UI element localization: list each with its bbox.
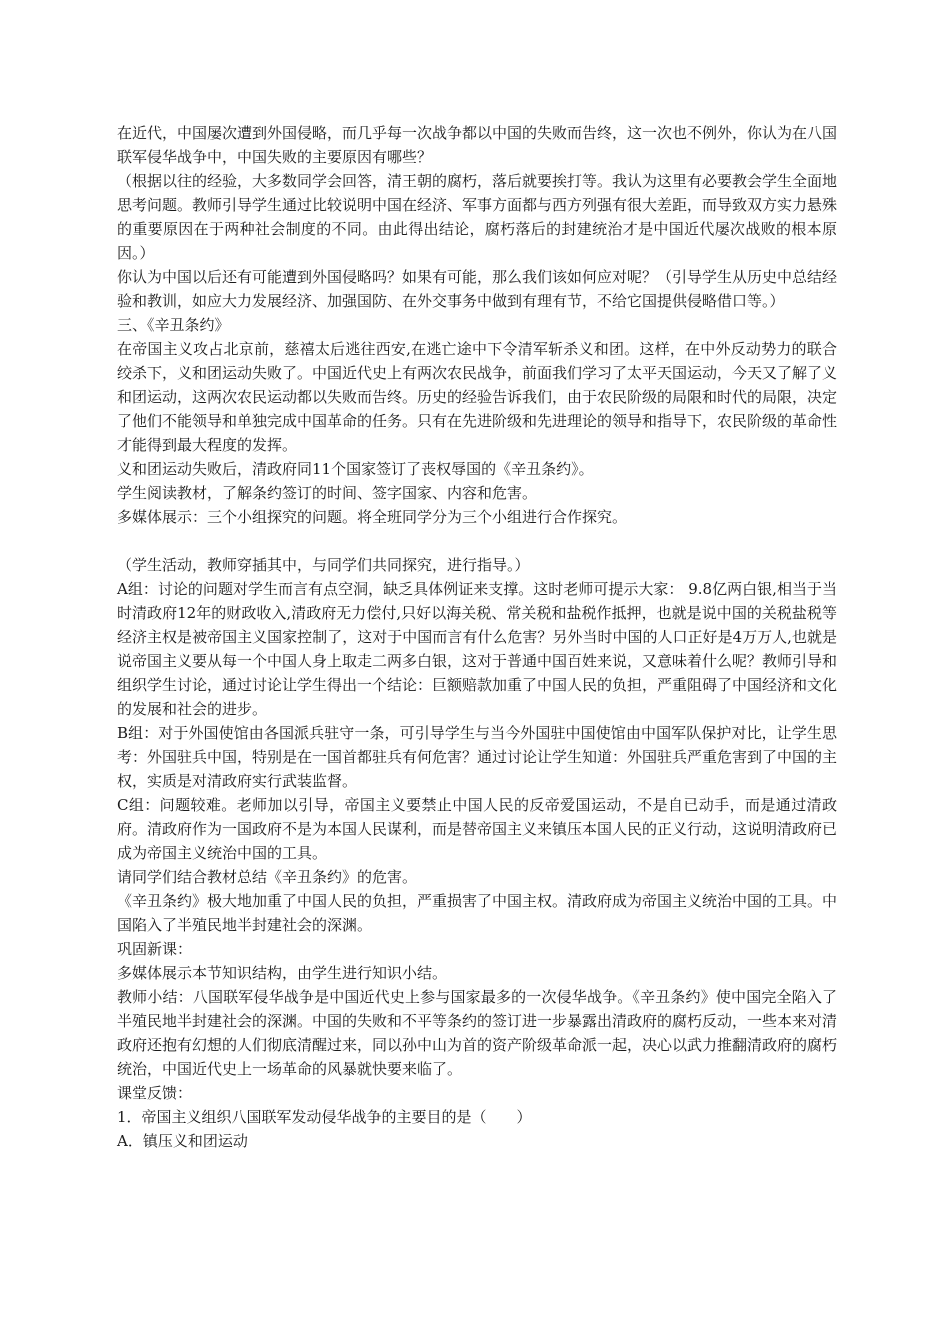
blank-line xyxy=(117,529,837,553)
paragraph-teacher-summary: 教师小结：八国联军侵华战争是中国近代史上参与国家最多的一次侵华战争。《辛丑条约》使中国完全陷入了半殖民地半封建社会的深渊。中国的失败和不平等条约的签订进一步暴露出清政府的腐朽反动，一些本来对清政府还抱有幻想的人们彻底清醒过来，同以孙中山为首的资产阶级革命派一起，决心以武力推翻清政府的腐朽统治，中国近代史上一场革命的风暴就快要来临了。 xyxy=(117,988,838,1078)
paragraph-treaty-harm: 《辛丑条约》极大地加重了中国人民的负担，严重损害了中国主权。清政府成为帝国主义统治中国的工具。中国陷入了半殖民地半封建社会的深渊。 xyxy=(117,892,838,934)
paragraph-knowledge-structure: 多媒体展示本节知识结构，由学生进行知识小结。 xyxy=(117,964,448,982)
paragraph-treaty-signed: 义和团运动失败后，清政府同11个国家签订了丧权辱国的《辛丑条约》。 xyxy=(117,460,594,478)
paragraph-teacher-guidance: （根据以往的经验，大多数同学会回答，清王朝的腐朽，落后就要挨打等。我认为这里有必要教会学生全面地思考问题。教师引导学生通过比较说明中国在经济、军事方面都与西方列强有很大差距，而导致双方实力悬殊的重要原因在于两种社会制度的不同。由此得出结论，腐朽落后的封建统治才是中国近代屡次战败的根本原因。） xyxy=(117,172,838,262)
paragraph-summarize-harm: 请同学们结合教材总结《辛丑条约》的危害。 xyxy=(117,868,418,886)
paragraph-group-b: B组：对于外国使馆由各国派兵驻守一条，可引导学生与当今外国驻中国使馆由中国军队保护对比，让学生思考：外国驻兵中国，特别是在一国首都驻兵有何危害？通过讨论让学生知道：外国驻兵严重危害到了中国的主权，实质是对清政府实行武装监督。 xyxy=(117,724,838,790)
paragraph-multimedia-groups: 多媒体展示：三个小组探究的问题。将全班同学分为三个小组进行合作探究。 xyxy=(117,508,628,526)
paragraph-group-c: C组：问题较难。老师加以引导，帝国主义要禁止中国人民的反帝爱国运动，不是自已动手，而是通过清政府。清政府作为一国政府不是为本国人民谋利，而是替帝国主义来镇压本国人民的正义行动，这说明清政府已成为帝国主义统治中国的工具。 xyxy=(117,796,838,862)
paragraph-group-a: A组：讨论的问题对学生而言有点空洞，缺乏具体例证来支撑。这时老师可提示大家： 9.8亿两白银,相当于当时清政府12年的财政收入,清政府无力偿付,只好以海关税、常关税和盐税作抵押，也就是说中国的关税盐税等经济主权是被帝国主义国家控制了，这对于中国而言有什么危害？另外当时中国的人口正好是4万万人,也就是说帝国主义要从每一个中国人身上取走二两多白银，这对于普通中国百姓来说，又意味着什么呢？教师引导和组织学生讨论，通过讨论让学生得出一个结论：巨额赔款加重了中国人民的负担，严重阻碍了中国经济和文化的发展和社会的进步。 xyxy=(117,580,838,718)
section-heading-xinchou-treaty: 三、《辛丑条约》 xyxy=(117,316,230,334)
question-1-option-a: A．镇压义和团运动 xyxy=(117,1132,248,1150)
paragraph-question-future: 你认为中国以后还有可能遭到外国侵略吗？如果有可能，那么我们该如何应对呢？（引导学生从历史中总结经验和教训，如应大力发展经济、加强国防、在外交事务中做到有理有节，不给它国提供侵略借口等。） xyxy=(117,268,838,310)
paragraph-student-reading: 学生阅读教材，了解条约签订的时间、签字国家、内容和危害。 xyxy=(117,484,538,502)
paragraph-question-defeat-reasons: 在近代，中国屡次遭到外国侵略，而几乎每一次战争都以中国的失败而告终，这一次也不例外，你认为在八国联军侵华战争中，中国失败的主要原因有哪些？ xyxy=(117,124,838,166)
question-1: 1．帝国主义组织八国联军发动侵华战争的主要目的是（ ） xyxy=(117,1108,532,1126)
paragraph-boxer-defeat: 在帝国主义攻占北京前，慈禧太后逃往西安,在逃亡途中下令清军斩杀义和团。这样，在中外反动势力的联合绞杀下，义和团运动失败了。中国近代史上有两次农民战争，前面我们学习了太平天国运动，今天又了解了义和团运动，这两次农民运动都以失败而告终。历史的经验告诉我们，由于农民阶级的局限和时代的局限，决定了他们不能领导和单独完成中国革命的任务。只有在先进阶级和先进理论的领导和指导下，农民阶级的革命性才能得到最大程度的发挥。 xyxy=(117,340,838,454)
heading-consolidation: 巩固新课： xyxy=(117,940,193,958)
heading-class-feedback: 课堂反馈： xyxy=(117,1084,193,1102)
document-body xyxy=(117,121,837,1153)
paragraph-student-activity: （学生活动，教师穿插其中，与同学们共同探究，进行指导。） xyxy=(117,556,530,574)
